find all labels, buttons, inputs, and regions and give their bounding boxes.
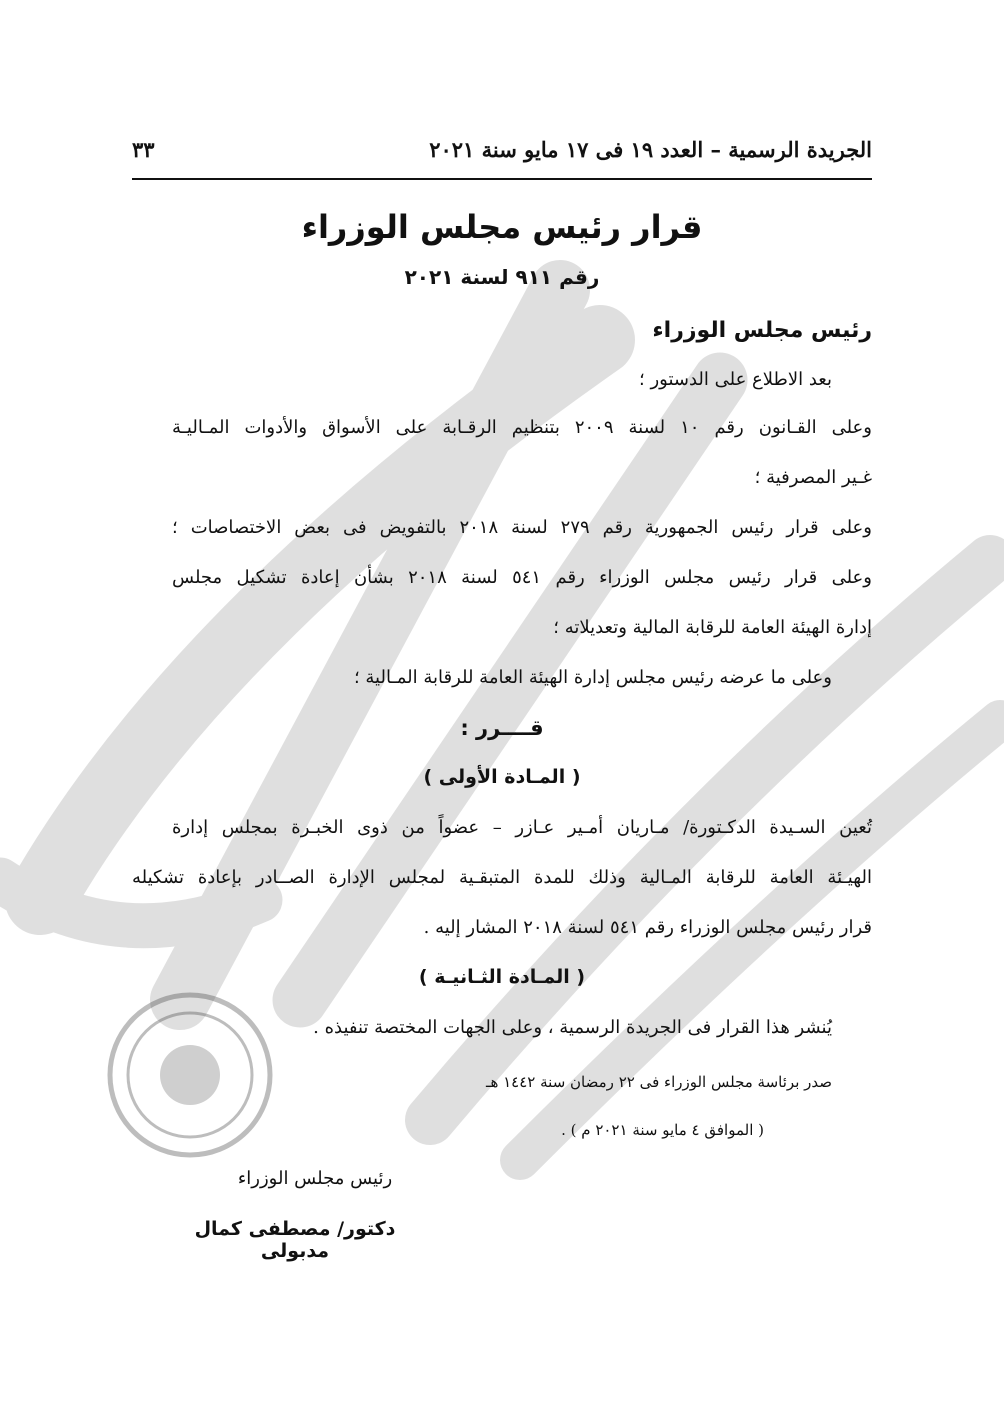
signatory-title: رئيس مجلس الوزراء	[237, 1168, 393, 1189]
article1-line: الهيـئة العامة للرقابة المـالية وذلك للمدة المتبقـية لمجلس الإدارة الصــادر بإعادة تشكيله	[132, 867, 872, 888]
issued-date-hijri: صدر برئاسة مجلس الوزراء فى ٢٢ رمضان سنة ١٤٤٢ هـ	[486, 1073, 832, 1091]
preamble-line: وعلى قرار رئيس الجمهورية رقم ٢٧٩ لسنة ٢٠١٨ بالتفويض فى بعض الاختصاصات ؛	[172, 517, 872, 538]
preamble-line: وعلى قرار رئيس مجلس الوزراء رقم ٥٤١ لسنة ٢٠١٨ بشأن إعادة تشكيل مجلس	[172, 567, 872, 588]
article2-line: يُنشر هذا القرار فى الجريدة الرسمية ، وعلى الجهات المختصة تنفيذه .	[313, 1017, 832, 1038]
decree-title: قرار رئيس مجلس الوزراء	[301, 208, 703, 246]
issued-date-gregorian: ( الموافق ٤ مايو سنة ٢٠٢١ م ) .	[561, 1121, 764, 1139]
page-number: ٣٣	[132, 136, 155, 162]
issuer-heading: رئيس مجلس الوزراء	[652, 318, 872, 343]
page-header	[132, 128, 872, 170]
preamble-line: وعلى ما عرضه رئيس مجلس إدارة الهيئة العامة للرقابة المـالية ؛	[353, 667, 832, 688]
article2-heading: ( المـادة الثـانيـة )	[418, 966, 586, 988]
preamble-line: بعد الاطلاع على الدستور ؛	[639, 369, 832, 390]
publication-line: الجريدة الرسمية – العدد ١٩ فى ١٧ مايو سنة ٢٠٢١	[429, 136, 872, 162]
preamble-line: غـير المصرفية ؛	[754, 467, 872, 488]
decree-number: رقم ٩١١ لسنة ٢٠٢١	[404, 265, 600, 289]
article1-line: تُعين السـيدة الدكـتورة/ مـاريان أمـير عـازر – عضواً من ذوى الخبـرة بمجلس إدارة	[172, 817, 872, 838]
article1-heading: ( المـادة الأولى )	[423, 766, 581, 788]
preamble-line: إدارة الهيئة العامة للرقابة المالية وتعديلاته ؛	[553, 617, 872, 638]
header-divider	[132, 178, 872, 180]
preamble-line: وعلى القـانون رقم ١٠ لسنة ٢٠٠٩ بتنظيم الرقـابة على الأسواق والأدوات المـاليـة	[172, 417, 872, 438]
signatory-name: دكتور/ مصطفى كمال مدبولى	[194, 1218, 396, 1262]
decided-heading: قــــرر :	[460, 716, 544, 740]
article1-line: قرار رئيس مجلس الوزراء رقم ٥٤١ لسنة ٢٠١٨ المشار إليه .	[423, 917, 872, 938]
